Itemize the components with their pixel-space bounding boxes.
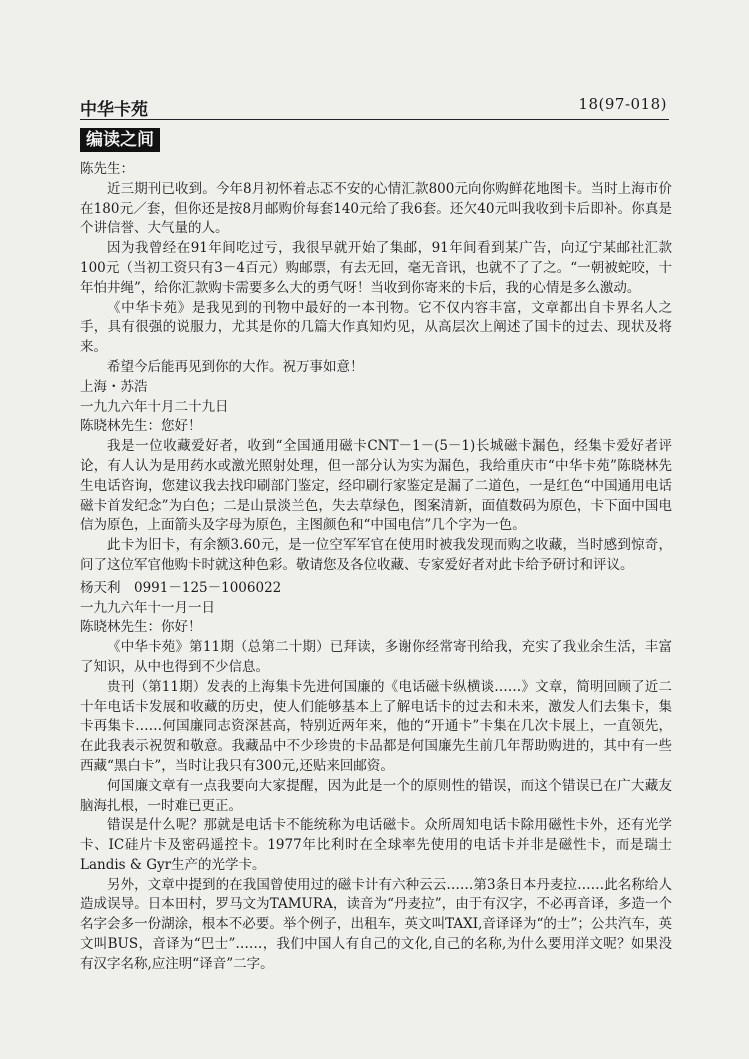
- letter3-paragraph: 何国廉文章有一点我要向大家提醒，因为此是一个的原则性的错误，而这个错误已在广大藏友脑海扎根，一时难已更正。: [80, 777, 672, 814]
- page-header: [80, 95, 667, 119]
- letter3-paragraph: 错误是什么呢？那就是电话卡不能统称为电话磁卡。众所周知电话卡除用磁性卡外，还有光学卡、IC硅片卡及密码遥控卡。1977年比利时在全球率先使用的电话卡并非是磁性卡，而是瑞士Landis & Gyr生产的光学卡。: [80, 817, 672, 873]
- letter2-salutation: 陈晓林先生：您好！: [80, 418, 202, 435]
- issue-number: 18(97-018): [578, 95, 667, 113]
- letter1-paragraph: 希望今后能再见到你的大作。祝万事如意！: [107, 358, 364, 375]
- letter3-paragraph: 贵刊（第11期）发表的上海集卡先进何国廉的《电话磁卡纵横谈……》文章，简明回顾了近二十年电话卡发展和收藏的历史，使人们能够基本上了解电话卡的过去和未来，激发人们去集卡，集卡再集卡……何国廉同志资深甚高，特别近两年来，他的“开通卡”卡集在几次卡展上，一直领先，在此我表示祝贺和敬意。我藏品中不少珍贵的卡品都是何国廉先生前几年帮助购进的，其中有一些西藏“黑白卡”，当时让我只有300元,还贴来回邮资。: [80, 678, 672, 774]
- letter2-paragraph: 我是一位收藏爱好者，收到“全国通用磁卡CNT－1－(5－1)长城磁卡漏色，经集卡爱好者评论，有人认为是用药水或激光照射处理，但一部分认为实为漏色，我给重庆市“中华卡苑”陈晓林先生电话咨询，您建议我去找印刷部门鉴定，经印刷行家鉴定是漏了二道色，一是红色“中国通用电话磁卡首发纪念”为白色；二是山景淡兰色，失去草绿色，图案清新，面值数码为原色，卡下面中国电信为原色，上面箭头及字母为原色，主图颜色和“中国电信”几个字为一色。: [80, 438, 672, 534]
- letter1-salutation: 陈先生：: [80, 161, 134, 177]
- letter2-date: 一九九六年十一月一日: [80, 599, 215, 616]
- magazine-name: 中华卡苑: [80, 100, 148, 120]
- letter1-paragraph: 《中华卡苑》是我见到的刊物中最好的一本刊物。它不仅内容丰富，文章都出自卡界名人之手，具有很强的说服力，尤其是你的几篇大作真知灼见，从高层次上阐述了国卡的过去、现状及将来。: [80, 299, 672, 356]
- letter3-salutation: 陈晓林先生：你好！: [80, 619, 202, 636]
- letter3-paragraph: 另外，文章中提到的在我国曾使用过的磁卡计有六种云云……第3条日本丹麦拉……此名称给人造成误导。日本田村，罗马文为TAMURA，读音为“丹麦拉”，由于有汉字，不必再音译，多造一个名字会多一份湖涂，根本不必要。举个例子，出租车，英文叫TAXI,音译译为“的士”；公共汽车，英文叫BUS，音译为“巴士”……，我们中国人有自己的文化,自己的名称,为什么要用洋文呢？如果没有汉字名称,应注明“译音”二字。: [80, 876, 672, 972]
- header-rule: [80, 119, 669, 120]
- letter1-paragraph: 因为我曾经在91年间吃过亏，我很早就开始了集邮，91年间看到某广告，向辽宁某邮社汇款100元（当初工资只有3－4百元）购邮票，有去无回，毫无音讯，也就不了了之。“一朝被蛇咬，十年怕井绳”，给你汇款购卡需要多么大的勇气呀！当收到你寄来的卡后，我的心情是多么激动。: [80, 240, 672, 296]
- letter3-paragraph: 《中华卡苑》第11期（总第二十期）已拜读，多谢你经常寄刊给我，充实了我业余生活，丰富了知识，从中也得到不少信息。: [80, 639, 672, 675]
- letter1-date: 一九九六年十月二十九日: [80, 398, 229, 415]
- letter1-signature: 上海・苏浩: [80, 378, 148, 395]
- letter2-paragraph: 此卡为旧卡，有余额3.60元，是一位空军军官在使用时被我发现而购之收藏，当时感到惊奇，问了这位军官他购卡时就这种色彩。敬请您及各位收藏、专家爱好者对此卡给予研讨和评议。: [80, 537, 672, 573]
- letter2-signature: 杨天利 0991－125－1006022: [80, 579, 282, 596]
- section-title: 编读之间: [80, 128, 160, 152]
- letter1-paragraph: 近三期刊已收到。今年8月初怀着忐忑不安的心情汇款800元向你购鲜花地图卡。当时上海市价在180元／套，但你还是按8月邮购价每套140元给了我6套。还欠40元叫我收到卡后即补。你真是个讲信誉、大气量的人。: [80, 180, 672, 237]
- article-body: [80, 160, 672, 975]
